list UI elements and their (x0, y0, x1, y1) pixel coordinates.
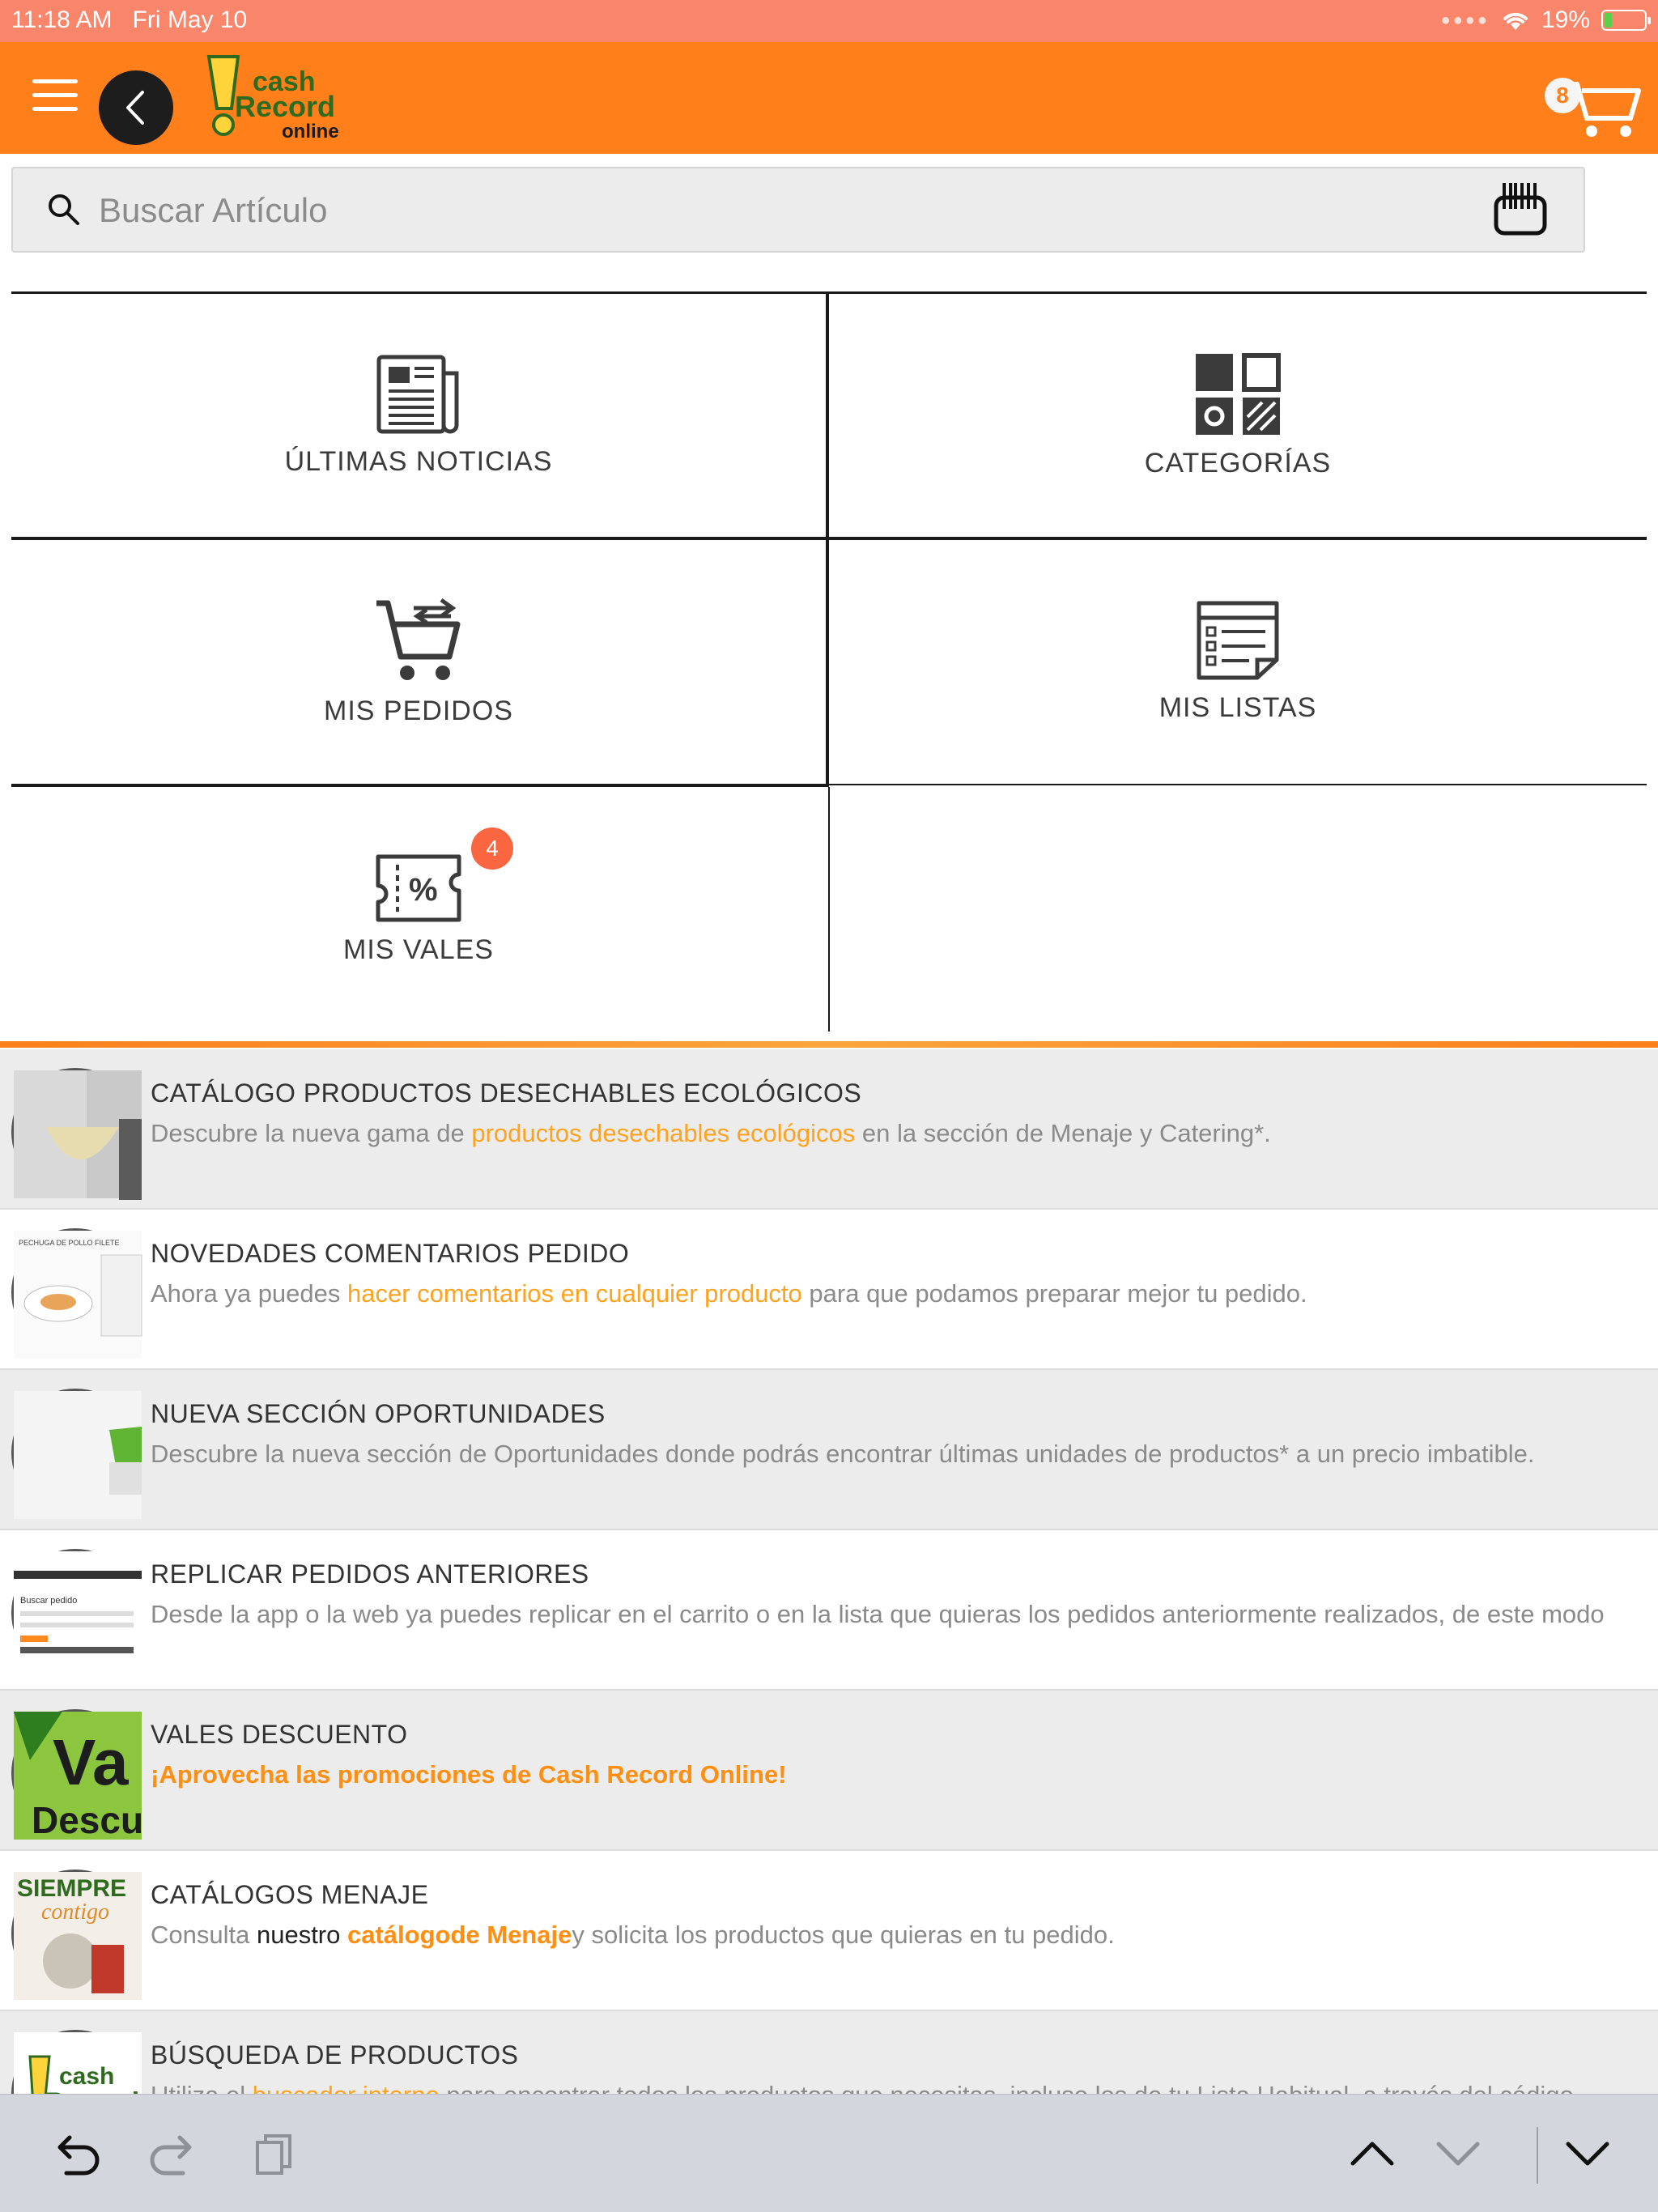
svg-text:%: % (409, 871, 438, 908)
chevron-left-icon (120, 87, 152, 128)
newspaper-icon (376, 354, 461, 435)
search-bar (11, 167, 1585, 253)
barcode-scanner-icon[interactable] (1493, 180, 1548, 238)
news-link[interactable]: productos desechables ecológicos (471, 1119, 856, 1147)
status-time (11, 6, 247, 34)
paste-button[interactable] (246, 2125, 303, 2182)
status-bar (0, 0, 1658, 42)
news-title: VALES DESCUENTO (151, 1720, 408, 1749)
news-link[interactable]: catálogode Menaje (346, 1921, 572, 1949)
svg-text:Va: Va (53, 1726, 129, 1798)
section-divider (0, 1041, 1658, 1048)
voucher-percent-icon (373, 853, 464, 923)
svg-text:contigo: contigo (41, 1899, 109, 1925)
news-thumbnail (11, 1709, 144, 1841)
news-description: Descubre la nueva gama de productos desechables ecológicos en la sección de Menaje y Catering*. (151, 1119, 1271, 1147)
cart-button[interactable] (1545, 73, 1642, 139)
news-description: Descubre la nueva sección de Oportunidades donde podrás encontrar últimas unidades de productos* a un precio imbatible. (151, 1440, 1535, 1468)
news-title: CATÁLOGO PRODUCTOS DESECHABLES ECOLÓGICOS (151, 1078, 862, 1108)
news-item[interactable] (0, 1210, 1658, 1370)
battery-icon (1601, 10, 1647, 31)
news-title: REPLICAR PEDIDOS ANTERIORES (151, 1559, 589, 1589)
clock: 11:18 AM (11, 6, 113, 33)
news-title: CATÁLOGOS MENAJE (151, 1880, 429, 1909)
svg-text:PECHUGA DE POLLO FILETE: PECHUGA DE POLLO FILETE (19, 1239, 120, 1247)
search-input[interactable] (99, 185, 1394, 236)
keyboard-toolbar (0, 2094, 1658, 2212)
grid-divider (829, 784, 1647, 785)
news-item[interactable] (0, 1370, 1658, 1530)
svg-text:SIEMPRE: SIEMPRE (17, 1875, 127, 1902)
news-title: NUEVA SECCIÓN OPORTUNIDADES (151, 1399, 606, 1428)
svg-text:cash: cash (59, 2063, 115, 2090)
back-button[interactable] (99, 70, 173, 145)
news-title: NOVEDADES COMENTARIOS PEDIDO (151, 1239, 630, 1268)
clipboard-icon (253, 2131, 296, 2176)
news-description: Consulta nuestro catálogode Menajey solicita los productos que quieras en tu pedido. (151, 1921, 1115, 1949)
cellular-signal-icon: ●●●● (1440, 11, 1490, 29)
news-link[interactable]: hacer comentarios en cualquier producto (347, 1279, 802, 1308)
news-thumbnail (11, 1549, 139, 1677)
vouchers-count-badge: 4 (471, 827, 513, 870)
tile-label: CATEGORÍAS (1144, 447, 1332, 479)
tile-label: MIS PEDIDOS (324, 696, 513, 726)
toolbar-separator (1537, 2127, 1538, 2184)
dismiss-keyboard-button[interactable] (1559, 2125, 1616, 2182)
battery-percent: 19% (1541, 6, 1590, 33)
news-title: BÚSQUEDA DE PRODUCTOS (151, 2040, 519, 2069)
news-item[interactable] (0, 1691, 1658, 1851)
cart-count-badge: 8 (1545, 78, 1580, 113)
tile-categories[interactable] (829, 294, 1647, 537)
tile-label: MIS VALES (343, 934, 494, 965)
news-thumbnail (11, 1228, 139, 1356)
undo-button[interactable] (47, 2125, 104, 2182)
tile-label: ÚLTIMAS NOTICIAS (284, 445, 553, 477)
chevron-up-icon (1348, 2138, 1397, 2170)
menu-button[interactable] (32, 79, 78, 115)
tile-my-orders[interactable] (11, 540, 826, 784)
svg-text:Buscar pedido: Buscar pedido (20, 1596, 78, 1606)
news-item[interactable] (0, 1851, 1658, 2011)
date: Fri May 10 (132, 6, 248, 33)
status-right (1441, 6, 1647, 34)
list-document-icon (1196, 600, 1280, 681)
cart-arrow-icon (373, 597, 464, 684)
shortcut-grid (0, 291, 1658, 1032)
battery-fill (1605, 13, 1612, 28)
wifi-icon (1501, 9, 1530, 32)
undo-icon (50, 2131, 100, 2176)
app-header (0, 42, 1658, 154)
tile-my-vouchers[interactable] (11, 787, 826, 1032)
logo-text-online: online (282, 121, 339, 143)
news-thumbnail (11, 1068, 139, 1196)
redo-button[interactable] (146, 2125, 202, 2182)
keyboard-dismiss-icon (1563, 2138, 1612, 2170)
cash-record-logo[interactable] (202, 53, 348, 143)
news-list (0, 1049, 1658, 2094)
chevron-down-icon (1434, 2138, 1482, 2170)
tile-my-lists[interactable] (829, 540, 1647, 784)
previous-field-button[interactable] (1344, 2125, 1401, 2182)
next-field-button[interactable] (1430, 2125, 1486, 2182)
news-thumbnail (11, 1870, 139, 1997)
search-icon (45, 191, 81, 227)
logo-text-cash: cash (253, 66, 316, 97)
svg-text:Descu: Descu (32, 1799, 144, 1841)
logo-graphic (202, 53, 348, 143)
news-description: Ahora ya puedes hacer comentarios en cualquier producto para que podamos preparar mejor tu pedido. (151, 1279, 1307, 1308)
news-item[interactable] (0, 1049, 1658, 1210)
tile-latest-news[interactable] (11, 294, 826, 537)
logo-text-record: Record (235, 90, 336, 123)
news-description: Desde la app o la web ya puedes replicar en el carrito o en la lista que quieras los pedidos anteriormente realizados, de este modo (151, 1600, 1605, 1628)
tile-label: MIS LISTAS (1158, 692, 1317, 723)
news-description: ¡Aprovecha las promociones de Cash Record Online! (151, 1760, 787, 1789)
news-thumbnail (11, 1389, 139, 1516)
news-item[interactable] (0, 1530, 1658, 1691)
redo-icon (149, 2131, 199, 2176)
grid-divider (828, 787, 830, 1032)
categories-grid-icon (1194, 352, 1282, 436)
